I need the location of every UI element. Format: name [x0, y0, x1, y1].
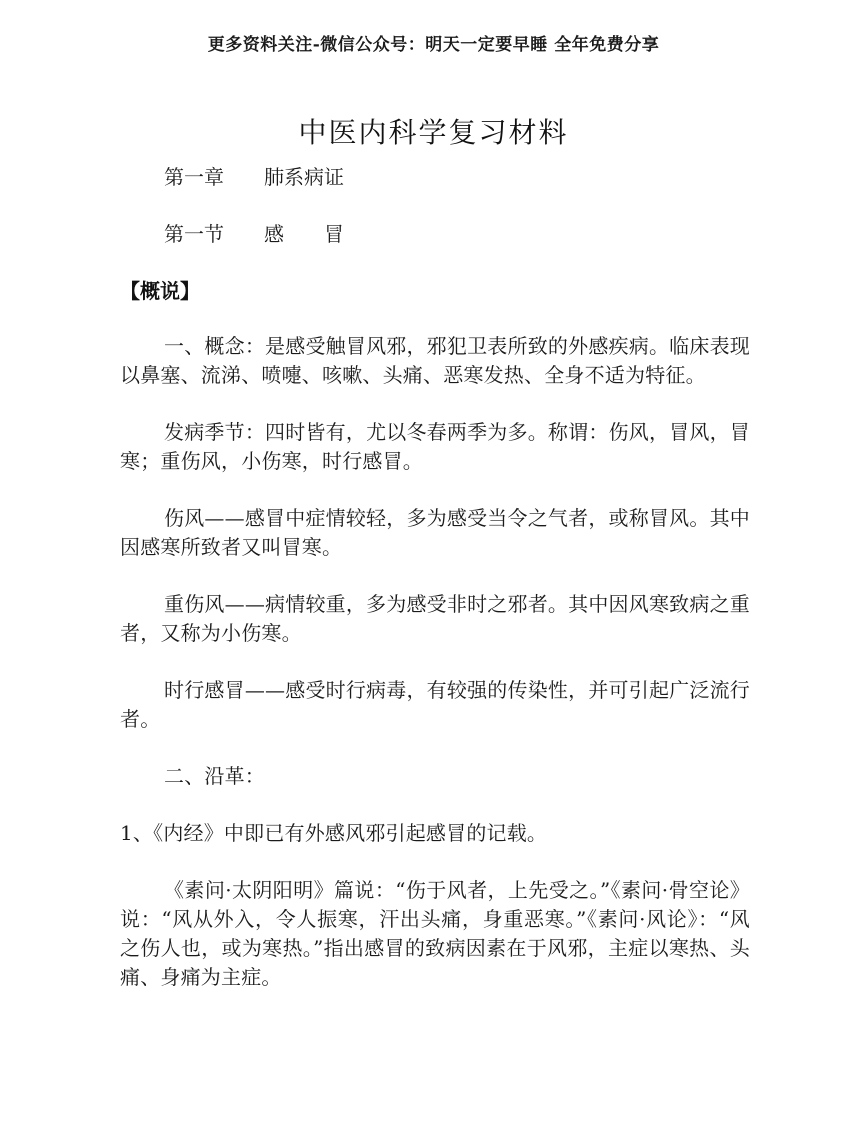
paragraph-yange: 二、沿革： — [164, 764, 265, 788]
paragraph-shangfeng: 伤风——感冒中症情较轻，多为感受当令之气者，或称冒风。其中因感寒所致者又叫冒寒。 — [120, 506, 750, 559]
document-body — [120, 163, 750, 1020]
paragraph-neijing: 1、《内经》中即已有外感风邪引起感冒的记载。 — [120, 821, 548, 845]
paragraph-suwen-quotes: 《素问·太阴阳明》篇说：“伤于风者，上先受之。”《素问·骨空论》说：“风从外入，令人振寒，汗出头痛，身重恶寒。”《素问·风论》：“风之伤人也，或为寒热。”指出感冒的致病因素在于风邪，主症以寒热、头痛、身痛为主症。 — [120, 878, 750, 989]
chapter-heading: 第一章 肺系病证 — [164, 165, 344, 189]
promo-header-text: 更多资料关注-微信公众号：明天一定要早睡 全年免费分享 — [207, 35, 660, 55]
paragraph-season: 发病季节：四时皆有，尤以冬春两季为多。称谓：伤风，冒风，冒寒；重伤风，小伤寒，时行感冒。 — [120, 420, 750, 473]
paragraph-zhongshangfeng: 重伤风——病情较重，多为感受非时之邪者。其中因风寒致病之重者，又称为小伤寒。 — [120, 592, 750, 645]
overview-marker: 【概说】 — [120, 279, 200, 303]
paragraph-shixingganmao: 时行感冒——感受时行病毒，有较强的传染性，并可引起广泛流行者。 — [120, 678, 750, 731]
paragraph-concept: 一、概念：是感受触冒风邪，邪犯卫表所致的外感疾病。临床表现以鼻塞、流涕、喷嚏、咳嗽、头痛、恶寒发热、全身不适为特征。 — [120, 334, 750, 387]
section-heading: 第一节 感 冒 — [164, 222, 344, 246]
document-title: 中医内科学复习材料 — [298, 115, 569, 149]
